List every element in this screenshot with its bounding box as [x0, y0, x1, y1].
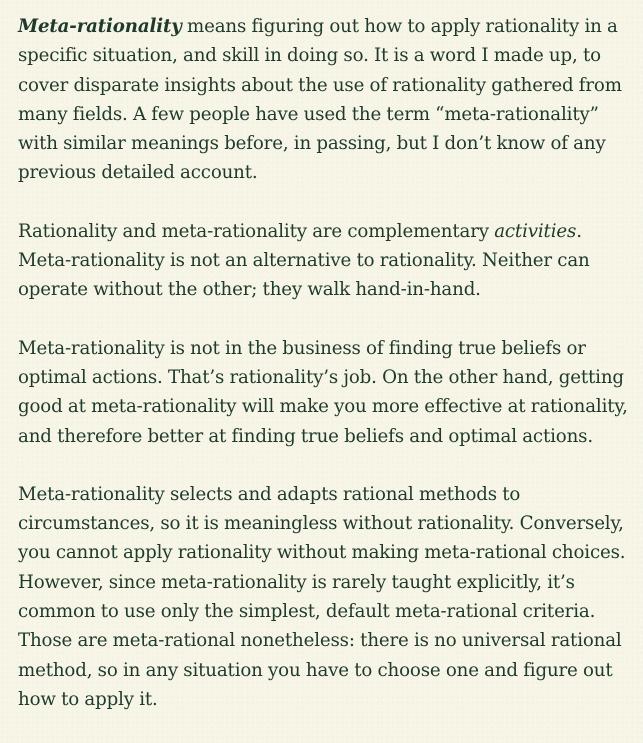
paragraph-text: Rationality and meta-rationality are complementary — [18, 220, 495, 242]
paragraph-complementary — [18, 217, 634, 305]
paragraph-text: means figuring out how to apply rationality in a specific situation, and skill in doing so. It is a word I made up, to cover disparate insights about the use of rationality gathered from many fields. A few people have used the term “meta-rationality” with similar meanings before, in passing, but I don’t know of any previous detailed account. — [18, 16, 622, 184]
paragraph-text: Meta-rationality selects and adapts rational methods to circumstances, so it is meaningless without rationality. Conversely, you cannot apply rationality without making meta-rational choices. However, since meta-rationality is rarely taught explicitly, it’s common to use only the simplest, default meta-rational criteria. Those are meta-rational nonetheless: there is no universal rational method, so in any situation you have to choose one and figure out how to apply it. — [18, 483, 626, 710]
paragraph-definition — [18, 12, 634, 188]
defined-term: Meta-rationality — [18, 16, 182, 37]
paragraph-text: . Meta-rationality is not an alternative to rationality. Neither can operate without the other; they walk hand-in-hand. — [18, 220, 590, 301]
paragraph-purpose — [18, 334, 634, 451]
paragraph-text: Meta-rationality is not in the business of finding true beliefs or optimal actions. That’s rationality’s job. On the other hand, getting good at meta-rationality will make you more effective at rationality, and therefore better at finding true beliefs and optimal actions. — [18, 337, 628, 447]
paragraph-methods — [18, 480, 634, 714]
article-body — [18, 12, 634, 743]
emphasis-text: activities — [494, 220, 577, 242]
